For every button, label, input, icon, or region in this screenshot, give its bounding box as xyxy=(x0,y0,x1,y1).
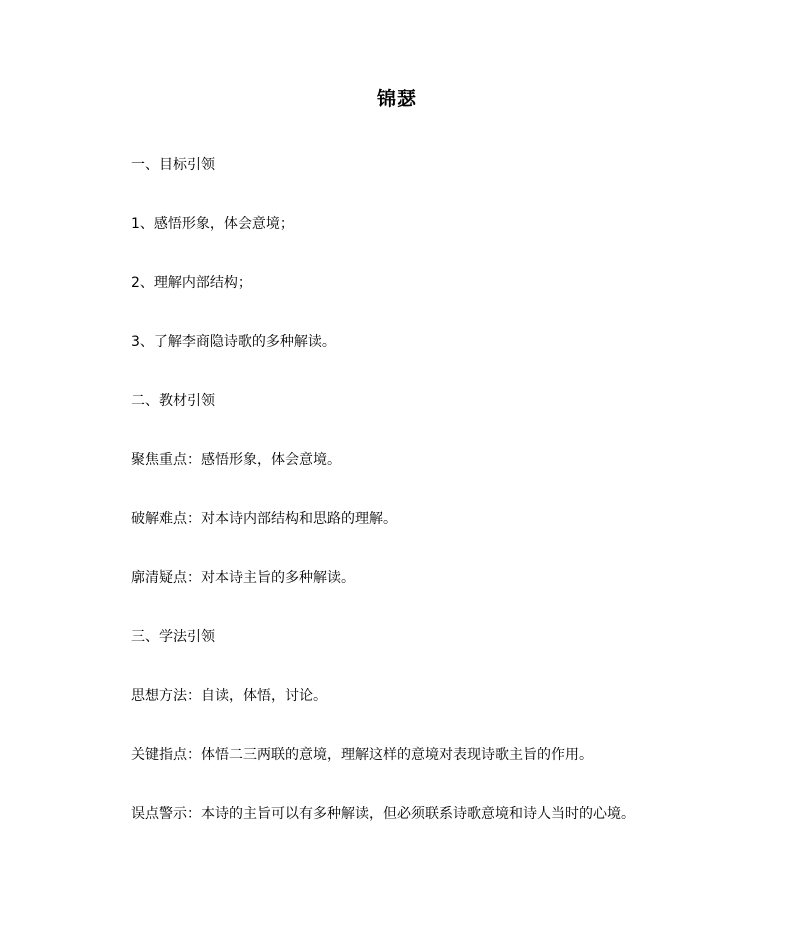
textbook-focus-point: 聚焦重点：感悟形象，体会意境。 xyxy=(131,452,341,468)
goal-item-3: 3、了解李商隐诗歌的多种解读。 xyxy=(131,334,336,350)
goal-item-1: 1、感悟形象，体会意境； xyxy=(131,216,294,232)
document-title: 锦瑟 xyxy=(376,88,417,110)
section-heading-textbook: 二、教材引领 xyxy=(131,393,215,409)
textbook-difficulty: 破解难点：对本诗内部结构和思路的理解。 xyxy=(131,511,397,527)
method-key-guidance: 关键指点：体悟二三两联的意境，理解这样的意境对表现诗歌主旨的作用。 xyxy=(131,747,593,763)
method-approach: 思想方法：自读，体悟，讨论。 xyxy=(131,688,327,704)
section-heading-goals: 一、目标引领 xyxy=(131,157,215,173)
goal-item-2: 2、理解内部结构； xyxy=(131,275,252,291)
method-warning: 误点警示：本诗的主旨可以有多种解读，但必须联系诗歌意境和诗人当时的心境。 xyxy=(131,806,635,822)
section-heading-method: 三、学法引领 xyxy=(131,629,215,645)
textbook-doubt: 廓清疑点：对本诗主旨的多种解读。 xyxy=(131,570,355,586)
